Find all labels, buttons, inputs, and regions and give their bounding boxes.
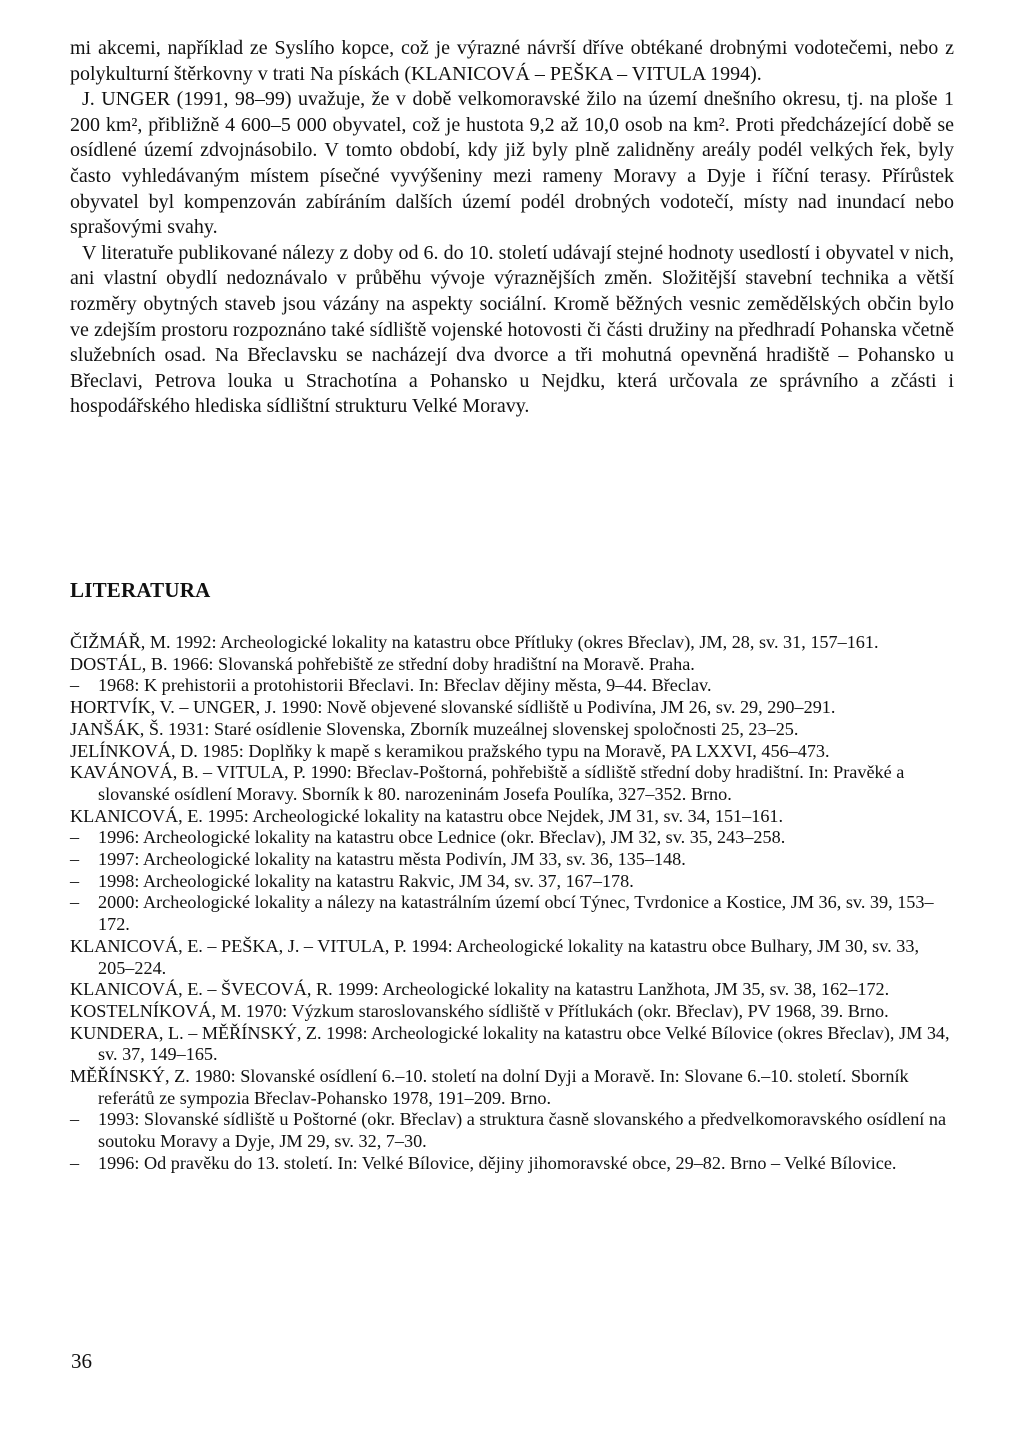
reference-entry [70,849,954,871]
reference-entry [70,827,954,849]
reference-text: KLANICOVÁ, E. – ŠVECOVÁ, R. 1999: Archeologické lokality na katastru Lanžhota, JM 35, sv. 38, 162–172. [70,979,890,1000]
reference-dash: – [70,892,80,913]
reference-dash: – [70,1152,80,1173]
reference-text: HORTVÍK, V. – UNGER, J. 1990: Nově objevené slovanské sídliště u Podivína, JM 26, sv. 29, 290–291. [70,697,836,718]
reference-entry [70,719,954,741]
reference-dash: – [70,1109,80,1130]
reference-entry [70,675,954,697]
reference-text: DOSTÁL, B. 1966: Slovanská pohřebiště ze střední doby hradištní na Moravě. Praha. [70,653,695,674]
reference-text: KUNDERA, L. – MĚŘÍNSKÝ, Z. 1998: Archeologické lokality na katastru obce Velké Bílovice (okres Břeclav), JM 34, sv. 37, 149–165. [70,1022,950,1065]
paragraph: mi akcemi, například ze Syslího kopce, což je výrazné návrší dříve obtékané drobnými vodotečemi, nebo z polykulturní štěrkovny v trati Na pískách (KLANICOVÁ – PEŠKA – VITULA 1994). [70,37,954,85]
paragraph: V literatuře publikované nálezy z doby od 6. do 10. století udávají stejné hodnoty usedlostí i obyvatel v nich, ani vlastní obydlí nedoznávalo v průběhu vývoje výraznějších změn. Složitější stavební technika a větší rozměry obytných staveb jsou vázány na aspekty sociální. Kromě běžných vesnic zemědělských občin bylo ve zdejším prostoru rozpoznáno také sídliště vojenské hotovosti či části družiny na předhradí Pohanska včetně služebních osad. Na Břeclavsku se nacházejí dva dvorce a tři mohutná opevněná hradiště – Pohansko u Břeclavi, Petrova louka u Strachotína a Pohansko u Nejdku, která určovala ze správního a zčásti i hospodářského hlediska sídlištní strukturu Velké Moravy. [70,241,954,418]
reference-text: 1996: Od pravěku do 13. století. In: Velké Bílovice, dějiny jihomoravské obce, 29–82. Brno – Velké Bílovice. [98,1152,897,1173]
reference-entry [70,741,954,763]
reference-text: JELÍNKOVÁ, D. 1985: Doplňky k mapě s keramikou pražského typu na Moravě, PA LXXVI, 456–473. [70,740,830,761]
reference-list [70,632,954,1175]
reference-text: 1968: K prehistorii a protohistorii Břeclavi. In: Břeclav dějiny města, 9–44. Břeclav. [98,675,712,696]
page-number: 36 [71,1349,92,1373]
reference-entry [70,806,954,828]
reference-text: 1997: Archeologické lokality na katastru města Podivín, JM 33, sv. 36, 135–148. [98,849,686,870]
reference-entry [70,632,954,654]
reference-entry [70,1109,954,1152]
reference-entry [70,892,954,935]
reference-entry [70,1066,954,1109]
reference-entry [70,654,954,676]
reference-text: KLANICOVÁ, E. – PEŠKA, J. – VITULA, P. 1994: Archeologické lokality na katastru obce Bulhary, JM 30, sv. 33, 205–224. [70,935,919,978]
reference-text: 1996: Archeologické lokality na katastru obce Lednice (okr. Břeclav), JM 32, sv. 35, 243–258. [98,827,786,848]
reference-dash: – [70,870,80,891]
reference-text: ČIŽMÁŘ, M. 1992: Archeologické lokality na katastru obce Přítluky (okres Břeclav), JM, 28, sv. 31, 157–161. [70,632,879,652]
reference-text: 2000: Archeologické lokality a nálezy na katastrálním území obcí Týnec, Tvrdonice a Kostice, JM 36, sv. 39, 153–172. [98,892,934,935]
reference-entry [70,871,954,893]
reference-entry [70,1001,954,1023]
reference-entry [70,936,954,979]
reference-entry [70,762,954,805]
reference-entry [70,979,954,1001]
reference-dash: – [70,827,80,848]
reference-text: KAVÁNOVÁ, B. – VITULA, P. 1990: Břeclav-Poštorná, pohřebiště a sídliště střední doby hradištní. In: Pravěké a slovanské osídlení Moravy. Sborník k 80. narozeninám Josefa Poulíka, 327–352. Brno. [70,762,905,804]
reference-dash: – [70,675,80,696]
reference-entry [70,1023,954,1066]
reference-text: KOSTELNÍKOVÁ, M. 1970: Výzkum staroslovanského sídliště v Přítlukách (okr. Břeclav), PV 1968, 39. Brno. [70,1000,889,1021]
reference-entry [70,1153,954,1175]
reference-text: JANŠÁK, Š. 1931: Staré osídlenie Slovenska, Zborník muzeálnej slovenskej spoločnosti 25, 23–25. [70,718,799,739]
reference-entry [70,697,954,719]
reference-dash: – [70,849,80,870]
reference-text: MĚŘÍNSKÝ, Z. 1980: Slovanské osídlení 6.–10. století na dolní Dyji a Moravě. In: Slovane 6.–10. století. Sborník referátů ze sympozia Břeclav-Pohansko 1978, 191–209. Brno. [70,1066,909,1108]
paragraph: J. UNGER (1991, 98–99) uvažuje, že v době velkomoravské žilo na území dnešního okresu, tj. na ploše 1 200 km², přibližně 4 600–5 000 obyvatel, což je hustota 9,2 až 10,0 osob na km². Proti předcházející době se osídlené území zdvojnásobilo. V tomto období, kdy již byly plně zalidněny areály podél velkých řek, byly často vyhledávaným místem písečné vyvýšeniny mezi rameny Moravy a Dyje i říční terasy. Přírůstek obyvatel byl kompenzován zabíráním dalších území podél drobných vodotečí, místy nad inundací nebo sprašovými svahy. [70,88,954,239]
reference-text: KLANICOVÁ, E. 1995: Archeologické lokality na katastru obce Nejdek, JM 31, sv. 34, 151–161. [70,805,784,826]
reference-text: 1998: Archeologické lokality na katastru Rakvic, JM 34, sv. 37, 167–178. [98,870,634,891]
section-heading: LITERATURA [70,578,211,602]
body-text [70,36,954,420]
reference-text: 1993: Slovanské sídliště u Poštorné (okr. Břeclav) a struktura časně slovanského a předvelkomoravského osídlení na soutoku Moravy a Dyje, JM 29, sv. 32, 7–30. [98,1109,947,1152]
